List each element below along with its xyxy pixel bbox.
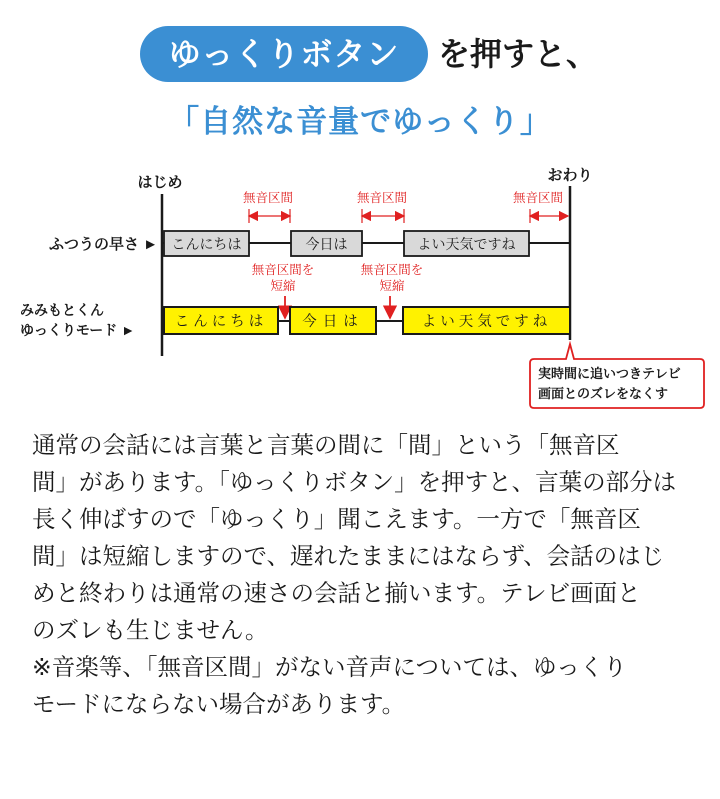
description xyxy=(32,427,692,723)
silent-label-2: 無音区間 xyxy=(356,191,408,205)
description-line: 間」があります。「ゆっくりボタン」を押すと、言葉の部分は xyxy=(32,468,677,496)
description-line: 通常の会話には言葉と言葉の間に「間」という「無音区 xyxy=(32,431,620,459)
shortened-label-2-line1: 無音区間を xyxy=(360,263,424,277)
slow-row-label-line2: ゆっくりモード ► xyxy=(20,322,136,338)
header xyxy=(0,22,720,88)
shortened-label-1-line1: 無音区間を xyxy=(251,263,315,277)
start-label: はじめ xyxy=(137,174,183,191)
shortened-label-1-line2: 短縮 xyxy=(270,279,296,293)
normal-word-1: こんにちは xyxy=(171,236,242,252)
description-line: めと終わりは通常の速さの会話と揃います。テレビ画面と xyxy=(32,579,641,607)
note-line: モードにならない場合があります。 xyxy=(32,690,406,718)
shortened-label-2-line2: 短縮 xyxy=(379,279,405,293)
silent-label-1: 無音区間 xyxy=(242,191,294,205)
silent-label-3: 無音区間 xyxy=(512,191,564,205)
callout-line1: 実時間に追いつきテレビ xyxy=(538,366,681,381)
slow-word-1: こんにちは xyxy=(174,314,268,330)
slow-word-2: 今日は xyxy=(302,314,364,330)
callout-line2: 画面とのズレをなくす xyxy=(538,386,669,401)
normal-word-3: よい天気ですね xyxy=(417,236,516,252)
description-line: のズレも生じません。 xyxy=(32,616,269,644)
subtitle: 「自然な音量でゆっくり」 xyxy=(168,104,552,140)
slow-button-badge: ゆっくりボタン xyxy=(140,26,428,82)
description-line: 間」は短縮しますので、遅れたままにはならず、会話のはじ xyxy=(32,542,665,570)
normal-row-label: ふつうの早さ ► xyxy=(48,236,158,253)
normal-word-2: 今日は xyxy=(305,236,348,252)
note-line: ※音楽等、「無音区間」がない音声については、ゆっくり xyxy=(32,653,627,681)
timing-diagram xyxy=(0,160,720,410)
end-label: おわり xyxy=(547,167,593,184)
header-suffix: を押すと、 xyxy=(438,35,599,73)
slow-word-3: よい天気ですね xyxy=(421,314,552,330)
description-line: 長く伸ばすので「ゆっくり」聞こえます。一方で「無音区 xyxy=(32,505,641,533)
slow-row-label-line1: みみもとくん xyxy=(20,302,104,318)
